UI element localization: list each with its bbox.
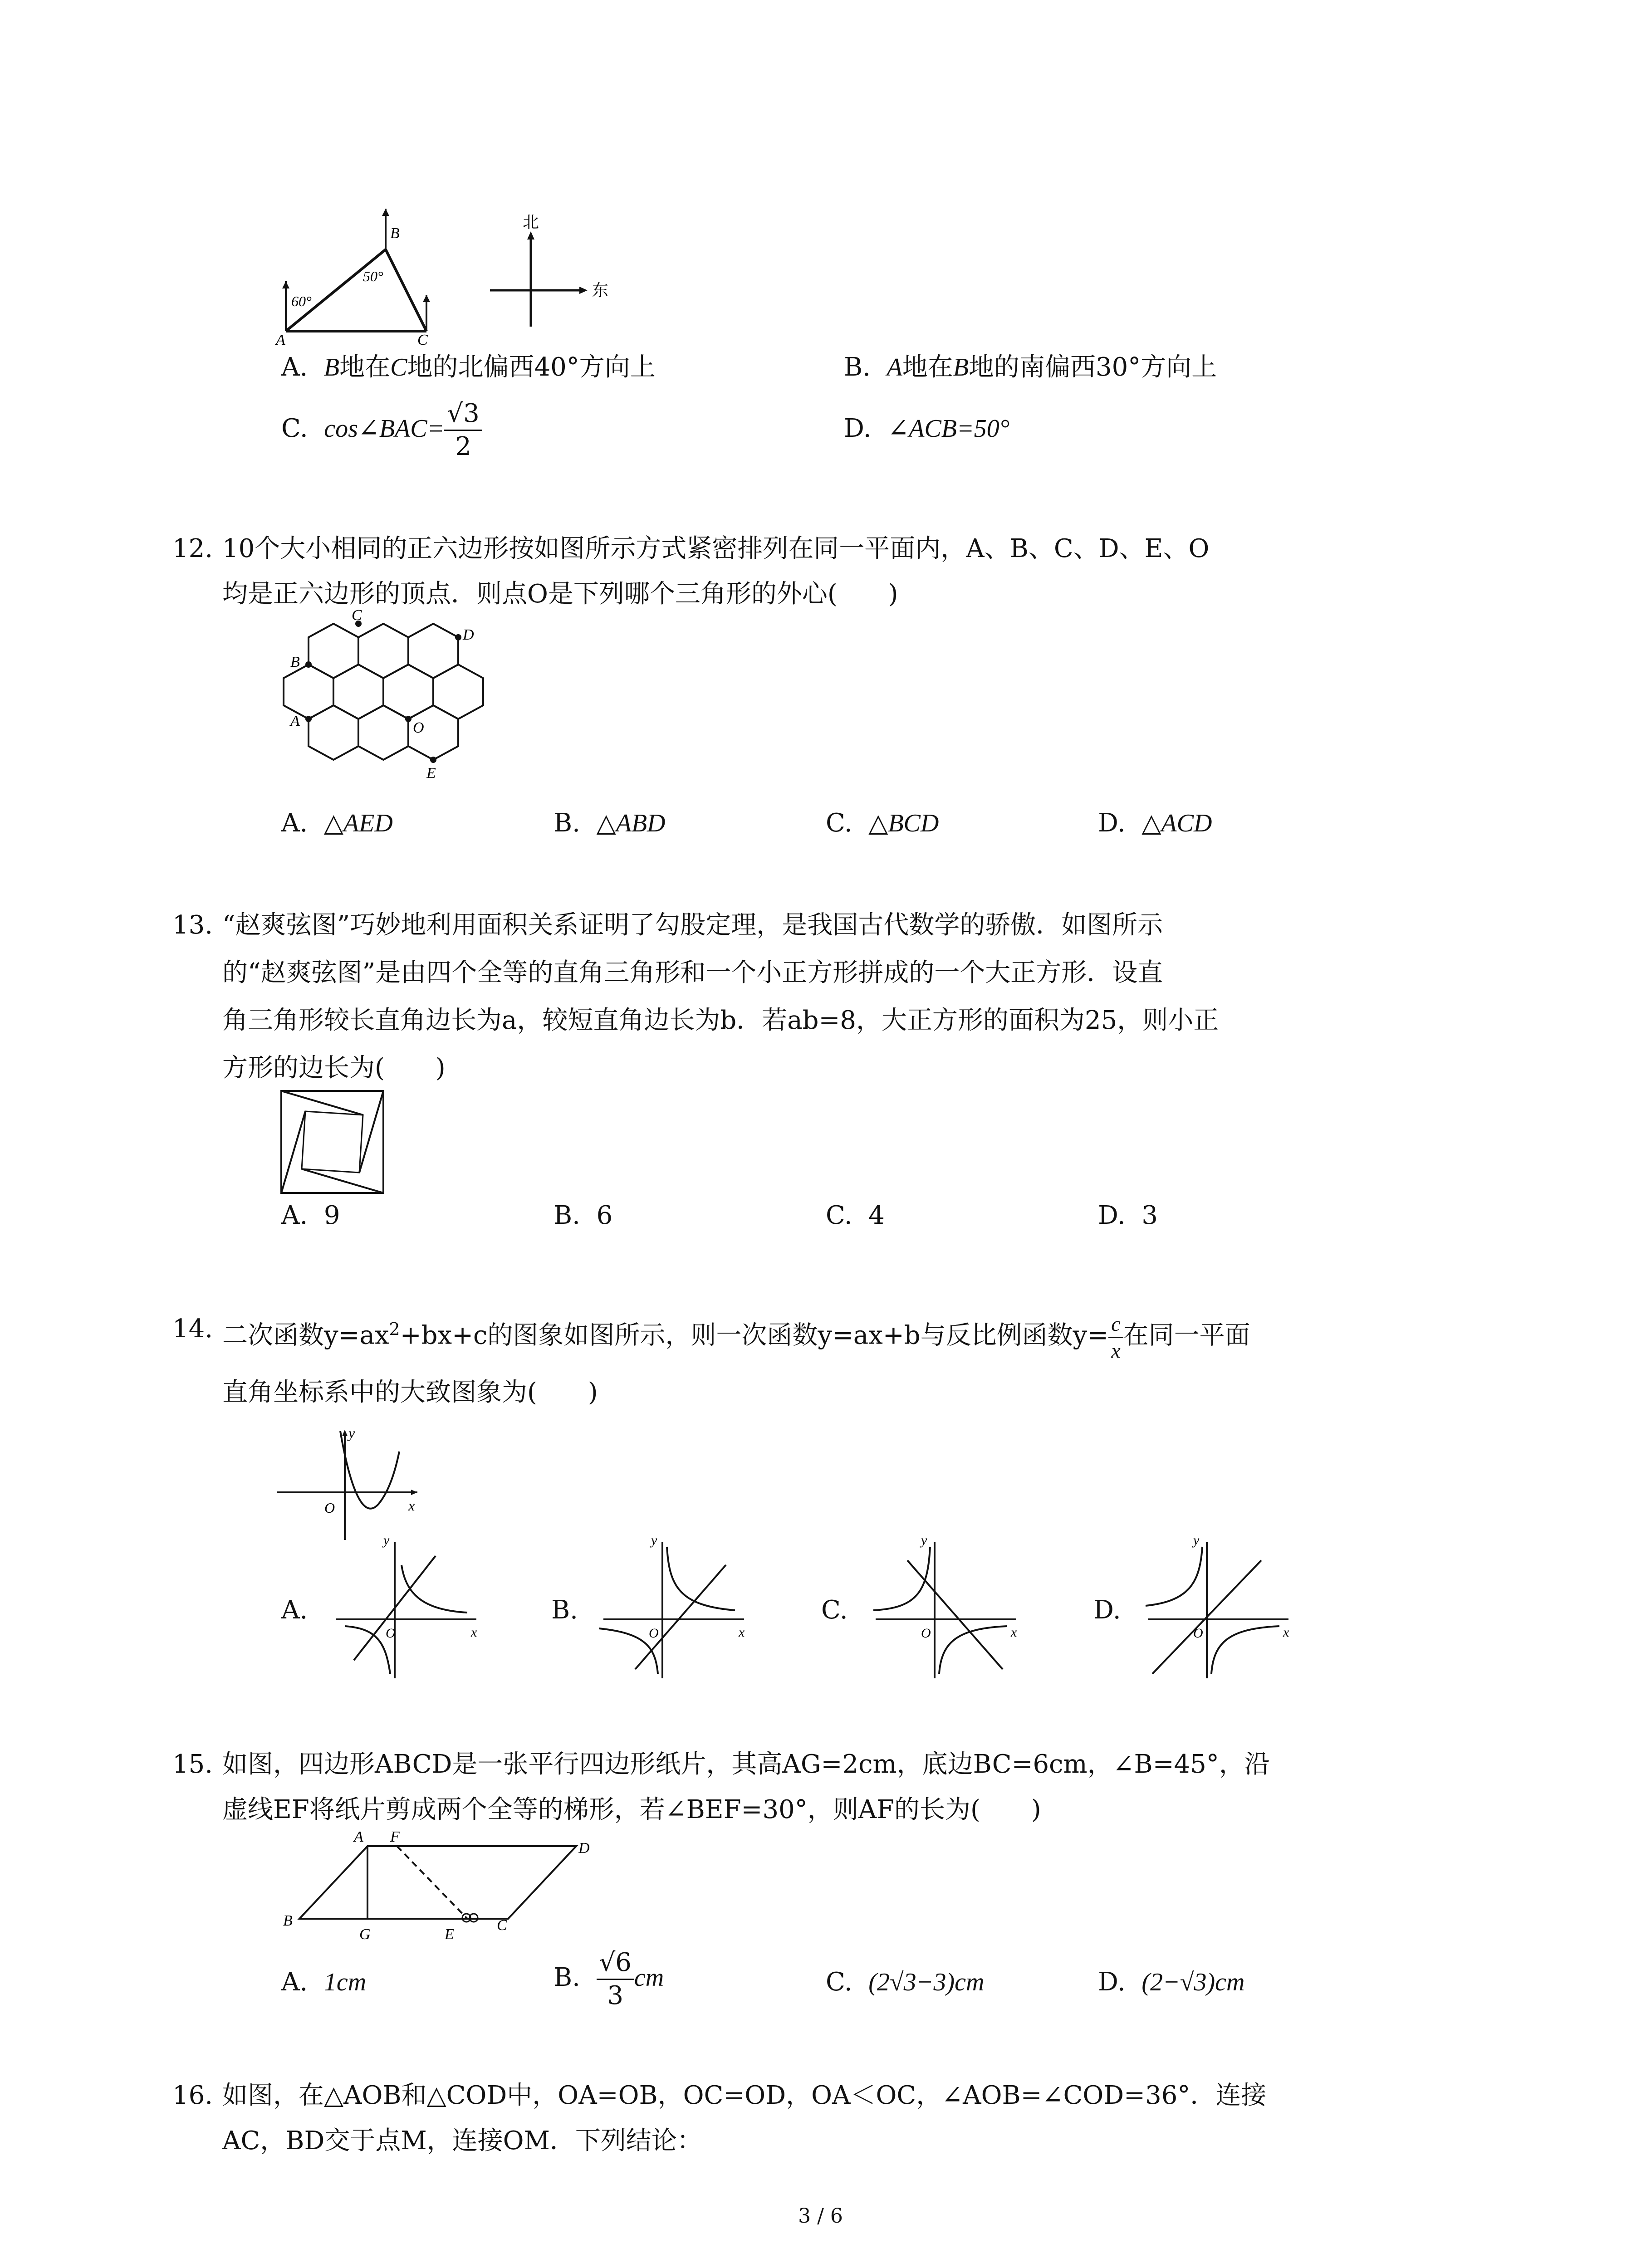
q14-number: 14. (172, 1314, 213, 1344)
svg-text:F: F (390, 1828, 400, 1845)
q14-stem-line2: 直角坐标系中的大致图象为( ) (222, 1378, 598, 1407)
svg-text:C: C (497, 1917, 507, 1934)
q15-option-a[interactable]: A. 1cm (281, 1967, 367, 1997)
svg-text:x: x (739, 1625, 745, 1640)
q11-angle-b: 50° (363, 268, 383, 284)
svg-text:G: G (359, 1926, 371, 1943)
q11-label-a: A (276, 332, 285, 348)
q13-stem-line3: 角三角形较长直角边长为a，较短直角边长为b．若ab=8，大正方形的面积为25，则小正 (222, 1006, 1219, 1035)
svg-text:O: O (649, 1626, 659, 1641)
q12-label-c: C (352, 607, 362, 624)
q12-number: 12. (172, 534, 213, 563)
q15-stem-line2: 虚线EF将纸片剪成两个全等的梯形，若∠BEF=30°，则AF的长为( ) (222, 1795, 1041, 1824)
q12-label-b: B (290, 654, 300, 670)
q15-number: 15. (172, 1750, 213, 1779)
q14-parabola-figure (277, 1424, 422, 1542)
q12-option-c[interactable]: C. △BCD (826, 808, 939, 838)
q15-option-d[interactable]: D. (2−√3)cm (1098, 1967, 1245, 1997)
q11-angle-a: 60° (291, 293, 312, 309)
q12-label-o: O (413, 719, 424, 736)
q11-label-b: B (390, 225, 400, 242)
q13-option-a[interactable]: A. 9 (281, 1201, 340, 1230)
svg-text:y: y (348, 1425, 355, 1441)
q14-option-b-graph[interactable] (594, 1533, 749, 1683)
svg-text:x: x (408, 1497, 415, 1514)
q14-option-b-label[interactable]: B. (551, 1595, 578, 1625)
q14-option-d-label[interactable]: D. (1093, 1595, 1121, 1625)
q11-north-label: 北 (523, 213, 539, 231)
q15-option-b[interactable]: B. $\frac{√6}{3}$ cm (554, 1948, 664, 2010)
q14-stem-line1: 二次函数$y=ax^2+bx+c$的图象如图所示，则一次函数y=ax+b与反比例函数y= $\frac{c}{x}$ 在同一平面 (222, 1312, 1250, 1362)
svg-text:x: x (1011, 1625, 1017, 1640)
q13-number: 13. (172, 910, 213, 940)
svg-text:y: y (921, 1533, 927, 1548)
q11-option-b[interactable]: B. A地在B地的南偏西30°方向上 (844, 352, 1217, 382)
svg-text:x: x (1283, 1625, 1289, 1640)
q12-hexagon-figure (277, 607, 513, 805)
q12-stem-line1: 10个大小相同的正六边形按如图所示方式紧密排列在同一平面内，A、B、C、D、E、O (222, 534, 1210, 563)
q11-compass-figure (490, 213, 626, 336)
q12-label-e: E (426, 765, 436, 782)
svg-text:O: O (386, 1626, 396, 1641)
q12-label-d: D (463, 626, 474, 643)
q15-option-c[interactable]: C. (2√3−3)cm (826, 1967, 985, 1997)
svg-text:E: E (445, 1926, 454, 1943)
svg-text:O: O (921, 1626, 931, 1641)
q13-stem-line2: 的“赵爽弦图”是由四个全等的直角三角形和一个小正方形拼成的一个大正方形．设直 (222, 958, 1163, 987)
svg-text:D: D (578, 1840, 590, 1857)
svg-text:O: O (324, 1500, 335, 1516)
q14-option-c-graph[interactable] (867, 1533, 1021, 1683)
q12-option-d[interactable]: D. △ACD (1098, 808, 1212, 838)
q11-option-a[interactable]: A. B地在C地的北偏西40°方向上 (281, 352, 656, 382)
q11-label-c: C (417, 332, 428, 348)
q13-option-c[interactable]: C. 4 (826, 1201, 885, 1230)
svg-text:y: y (651, 1533, 657, 1548)
q11-option-d[interactable]: D. ∠ACB=50° (844, 414, 1010, 443)
q16-number: 16. (172, 2081, 213, 2110)
q12-label-a: A (290, 713, 300, 729)
svg-text:y: y (383, 1533, 390, 1548)
q11-triangle-figure (272, 200, 463, 348)
svg-text:A: A (354, 1828, 363, 1845)
q16-stem-line2: AC，BD交于点M，连接OM．下列结论： (222, 2126, 702, 2156)
q16-stem-line1: 如图，在△AOB和△COD中，OA=OB，OC=OD，OA＜OC，∠AOB=∠COD=36°．连接 (222, 2081, 1267, 2110)
q13-option-d[interactable]: D. 3 (1098, 1201, 1158, 1230)
q14-option-a-label[interactable]: A. (281, 1595, 308, 1625)
q13-stem-line4: 方形的边长为( ) (222, 1053, 446, 1083)
svg-text:y: y (1193, 1533, 1200, 1548)
q11-east-label: 东 (592, 281, 609, 299)
q13-stem-line1: “赵爽弦图”巧妙地利用面积关系证明了勾股定理，是我国古代数学的骄傲．如图所示 (222, 910, 1163, 940)
q13-option-b[interactable]: B. 6 (554, 1201, 613, 1230)
q12-stem-line2: 均是正六边形的顶点．则点O是下列哪个三角形的外心( ) (222, 579, 898, 609)
svg-text:O: O (1193, 1626, 1203, 1641)
svg-text:x: x (471, 1625, 477, 1640)
q12-option-a[interactable]: A. △AED (281, 808, 393, 838)
q15-parallelogram-figure (277, 1828, 594, 1946)
q15-stem-line1: 如图，四边形ABCD是一张平行四边形纸片，其高AG=2cm，底边BC=6cm，∠B=45°，沿 (222, 1750, 1270, 1779)
svg-text:B: B (283, 1912, 293, 1929)
q12-option-b[interactable]: B. △ABD (554, 808, 666, 838)
page-number: 3 / 6 (798, 2204, 843, 2228)
q13-zhaoshuang-figure (279, 1089, 388, 1198)
q14-option-a-graph[interactable] (327, 1533, 481, 1683)
q11-option-c[interactable]: C. cos∠BAC= $\frac{√3}{2}$ (281, 395, 482, 463)
q14-option-c-label[interactable]: C. (821, 1595, 848, 1625)
q14-option-d-graph[interactable] (1139, 1533, 1293, 1683)
